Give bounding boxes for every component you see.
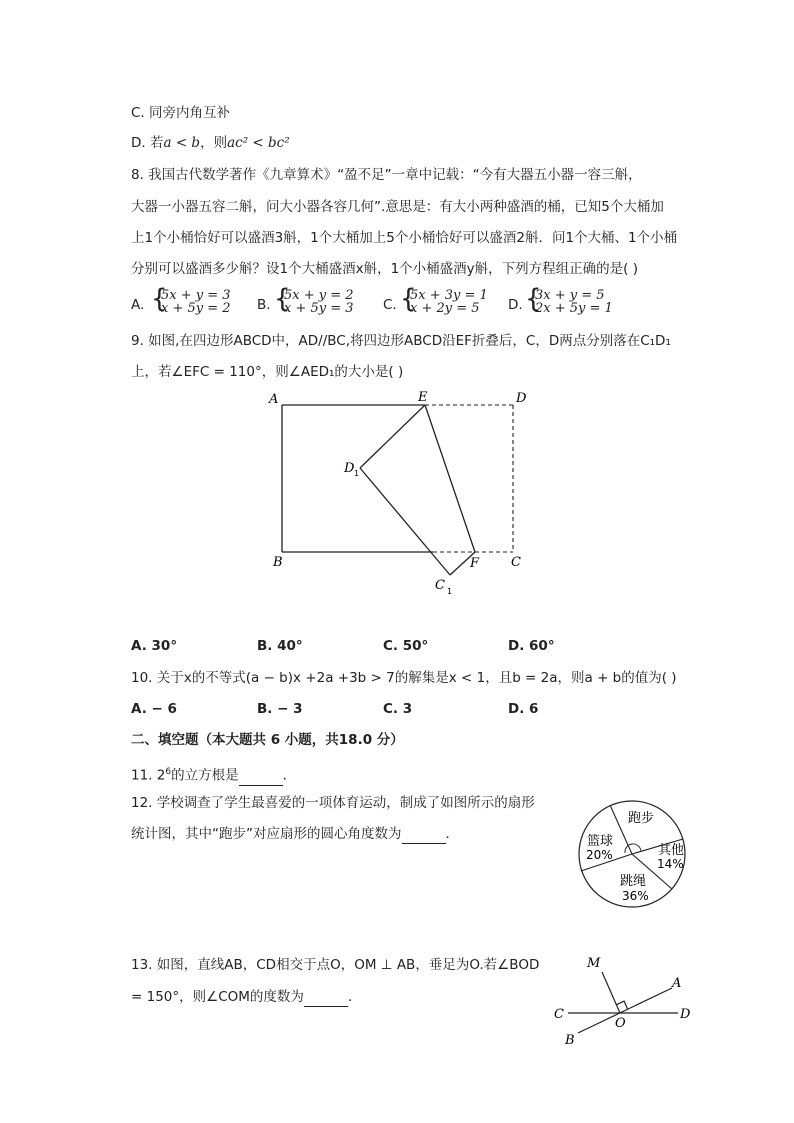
q10-option-a: A. − 6 bbox=[131, 701, 177, 717]
label-f: F bbox=[470, 556, 480, 571]
q10-option-d: D. 6 bbox=[508, 701, 539, 717]
q8-line2: 大器一小器五容二斛，问大小器各容几何”.意思是：有大小两种盛酒的桶，已知5个大桶加 bbox=[131, 199, 664, 215]
q10-option-b: B. − 3 bbox=[257, 701, 303, 717]
q11-answer-blank[interactable] bbox=[239, 771, 283, 786]
edge-d1c1 bbox=[360, 468, 450, 575]
slice-value-qita: 14% bbox=[657, 857, 684, 871]
q11-exponent: 6 bbox=[165, 767, 172, 777]
q7-d-mid: ，则 bbox=[200, 135, 228, 151]
q8-line4: 分别可以盛酒多少斛？设1个大桶盛酒x斛，1个小桶盛酒y斛，下列方程组正确的是( ) bbox=[131, 261, 638, 277]
label-c1-sub: 1 bbox=[447, 587, 453, 596]
q12-period: ． bbox=[445, 826, 459, 842]
q7-option-d bbox=[131, 133, 290, 153]
label-d: D bbox=[516, 391, 527, 406]
q13-line2-text: = 150°，则∠COM的度数为 bbox=[131, 989, 304, 1005]
label-o: O bbox=[615, 1016, 626, 1031]
slice-label-paobu: 跑步 bbox=[628, 811, 655, 826]
q12-answer-blank[interactable] bbox=[402, 829, 446, 844]
label-a: A bbox=[269, 392, 279, 407]
label-c: C bbox=[554, 1007, 564, 1022]
label-c: C bbox=[511, 555, 521, 570]
label-e: E bbox=[418, 390, 428, 405]
q13-period: ． bbox=[347, 989, 362, 1005]
q10-text: 10. 关于x的不等式(a − b)x +2a +3b > 7的解集是x < 1，且b = 2a，则a + b的值为( ) bbox=[131, 670, 677, 686]
label-d1-sub: 1 bbox=[354, 469, 360, 478]
ray-om bbox=[602, 972, 620, 1013]
label-m: M bbox=[587, 956, 601, 971]
q12-pie-chart bbox=[575, 793, 690, 918]
q13-lines-figure bbox=[550, 950, 700, 1050]
q9-option-d: D. 60° bbox=[508, 638, 555, 654]
q12-line2 bbox=[131, 824, 459, 844]
slice-value-lanqiu: 20% bbox=[586, 848, 613, 862]
q11-period: ． bbox=[282, 767, 297, 784]
q11-line bbox=[131, 762, 296, 786]
q9-fold-figure bbox=[255, 385, 545, 600]
q7-d-math2: ac² < bc² bbox=[227, 135, 290, 151]
slice-label-lanqiu: 篮球 bbox=[587, 834, 614, 849]
q13-answer-blank[interactable] bbox=[304, 992, 348, 1007]
slice-label-qita: 其他 bbox=[658, 843, 685, 858]
q8-option-c-label: C. bbox=[383, 297, 397, 313]
q12-line1: 12. 学校调查了学生最喜爱的一项体育运动，制成了如图所示的扇形 bbox=[131, 795, 535, 811]
slice-value-tiaosheng: 36% bbox=[622, 889, 649, 903]
label-d: D bbox=[680, 1007, 691, 1022]
q9-option-b: B. 40° bbox=[257, 638, 303, 654]
q10-option-c: C. 3 bbox=[383, 701, 413, 717]
slice-label-tiaosheng: 跳绳 bbox=[620, 874, 647, 889]
q12-line2-text: 统计图，其中“跑步”对应扇形的圆心角度数为 bbox=[131, 826, 402, 842]
label-b: B bbox=[273, 555, 283, 570]
q11-suffix: 的立方根是 bbox=[171, 767, 239, 784]
q7-option-c: C. 同旁内角互补 bbox=[131, 105, 231, 121]
label-b: B bbox=[565, 1033, 575, 1048]
q9-line1: 9. 如图,在四边形ABCD中，AD//BC,将四边形ABCD沿EF折叠后，C，D两点分别落在C₁D₁ bbox=[131, 333, 671, 349]
q7-d-math1: a < b bbox=[163, 135, 201, 151]
q9-line2: 上，若∠EFC = 110°，则∠AED₁的大小是( ) bbox=[131, 364, 404, 380]
label-a: A bbox=[672, 976, 682, 991]
q9-option-a: A. 30° bbox=[131, 638, 178, 654]
q8-option-d-label: D. bbox=[508, 297, 523, 313]
q9-option-c: C. 50° bbox=[383, 638, 429, 654]
edge-ed1 bbox=[360, 405, 425, 468]
q8-line3: 上1个小桶恰好可以盛酒3斛，1个大桶加上5个小桶恰好可以盛酒2斛．问1个大桶、1个小桶 bbox=[131, 230, 678, 246]
q8-option-a-label: A. bbox=[131, 297, 145, 313]
q7-d-prefix: D. 若 bbox=[131, 135, 164, 151]
q11-prefix: 11. 2 bbox=[131, 767, 166, 784]
q8-option-b-label: B. bbox=[257, 297, 271, 313]
q8-line1: 8. 我国古代数学著作《九章算术》“盈不足”一章中记载：“今有大器五小器一容三斛， bbox=[131, 167, 642, 183]
label-d1: D bbox=[344, 461, 355, 476]
fold-line-ef bbox=[425, 405, 475, 552]
label-c1: C bbox=[435, 578, 445, 593]
section-heading: 二、填空题（本大题共 6 小题，共18.0 分） bbox=[131, 732, 404, 748]
q13-line1: 13. 如图，直线AB，CD相交于点O，OM ⊥ AB，垂足为O.若∠BOD bbox=[131, 957, 540, 973]
q13-line2 bbox=[131, 987, 361, 1007]
